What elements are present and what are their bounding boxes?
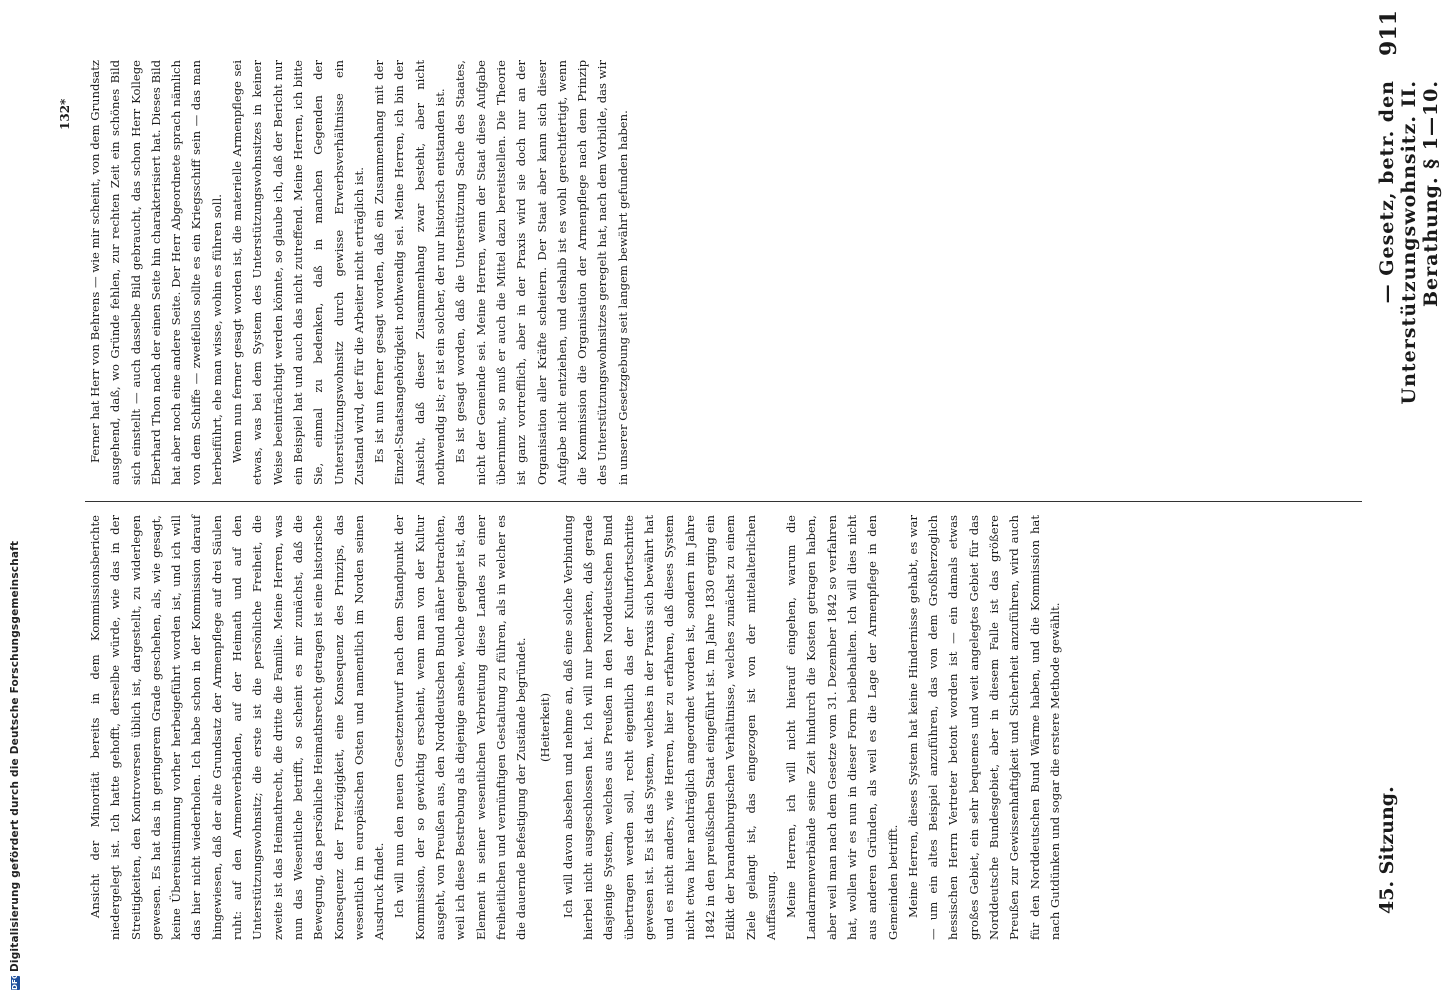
dfg-logo-icon: DFG	[10, 973, 19, 990]
paragraph: Ich will davon absehen und nehme an, daß eine solche Verbindung hierbei nicht ausgeschlossen hat. Ich will nur bemerken, daß gerade dasjenige System, welches aus Preußen in den Norddeutschen Bund übertragen werden soll, recht eigentlich das der Kulturfortschritte gewesen ist. Es ist das System, welches in der Praxis sich bewährt hat und es nicht anders, wie Herren, hier zu erfahren, daß dieses System nicht etwa hier nachträglich angeordnet worden ist, sondern im Jahre 1842 in den preußischen Staat eingeführt ist. Im Jahre 1830 erging ein Edikt der brandenburgischen Verhältnisse, welches zunächst zu einem Ziele gelangt ist, das eingezogen ist von der mittelalterlichen Auffassung.	[560, 515, 778, 940]
paragraph: Ferner hat Herr von Behrens — wie mir scheint, von dem Grundsatz ausgehend, daß, wo Gründe fehlen, zur rechten Zeit ein schönes Bild sich einstellt — auch dasselbe Bild gebraucht, das schon Herr Kollege Eberhard Thon nach der einen Seite hin charakterisiert hat. Dieses Bild hat aber noch eine andere Seite. Der Herr Abgeordnete sprach nämlich von dem Schiffe — zweifellos sollte es ein Kriegsschiff sein — das man herbeiführt, ehe man wisse, wohin es führen soll.	[88, 60, 224, 485]
session-label: 45. Sitzung.	[1376, 786, 1398, 914]
paragraph: Wenn nun ferner gesagt worden ist, die materielle Armenpflege sei etwas, was bei dem System des Unterstützungswohnsitzes in keiner Weise beeinträchtigt werden könnte, so glaube ich, daß der Bericht nur ein Beispiel hat und auch das nicht zutreffend. Meine Herren, ich bitte Sie, einmal zu bedenken, daß in manchen Gegenden der Unterstützungswohnsitz durch gewisse Erwerbsverhältnisse ein Zustand wird, der für die Arbeiter nicht erträglich ist.	[230, 60, 366, 485]
column-divider	[85, 501, 1362, 502]
digitization-credit	[9, 541, 21, 990]
paragraph: Es ist gesagt worden, daß die Unterstützung Sache des Staates, nicht der Gemeinde sei. Meine Herren, wenn der Staat diese Aufgabe übernimmt, so muß er auch die Mittel dazu bereitstellen. Die Theorie ist ganz vortrefflich, aber in der Praxis wird sie doch nur an der Organisation aller Kräfte scheitern. Der Staat aber kann sich dieser Aufgabe nicht entziehen, und deshalb ist es wohl gerechtfertigt, wenn die Kommission die Organisation der Armenpflege nach dem Prinzip des Unterstützungswohnsitzes geregelt hat, nach dem Vorbilde, das wir in unserer Gesetzgebung seit langem bewährt gefunden haben.	[453, 60, 630, 485]
right-column	[85, 60, 1362, 485]
page-number: 911	[1376, 10, 1402, 56]
page-title: — Gesetz, betr. den Unterstützungswohnsitz. II. Berathung. § 1—10.	[1376, 80, 1442, 405]
page-header	[1376, 10, 1442, 914]
credit-text: Digitalisierung gefördert durch die Deutsche Forschungsgemeinschaft	[9, 540, 21, 972]
interjection: (Heiterkeit)	[537, 692, 552, 763]
left-column	[85, 515, 1362, 940]
paragraph: Ich will nun den neuen Gesetzentwurf nach dem Standpunkt der Kommission, der so gewichtig erscheint, wenn man von der Kultur ausgeht, von Preußen aus, den Norddeutschen Bund näher betrachten, weil ich diese Bestrebung als diejenige ansehe, welche geeignet ist, das Element in seiner wesentlichen Verbreitung diese Landes zu einer freiheitlichen und vernünftigen Gestaltung zu führen, als in welcher es die dauernde Befestigung der Zustände begründet.	[392, 515, 529, 940]
paragraph: Meine Herren, ich will nicht hierauf eingehen, warum die Landarmenverbände seine Zeit hindurch die Kosten getragen haben, aber weil man nach dem Gesetze vom 31. Dezember 1842 so verfahren hat, wollen wir es nun in dieser Form beibehalten. Ich will dies nicht aus anderen Gründen, als weil es die Lage der Armenpflege in den Gemeinden betrifft.	[784, 515, 900, 940]
paragraph: Ansicht der Minorität bereits in dem Kommissionsberichte niedergelegt ist. Ich hatte gehofft, derselbe würde, wie das in der Streitigkeiten, den Kontroversen üblich ist, dargestellt, zu widerlegen gewesen. Es hat das in geringerem Grade geschehen, als, wie gesagt, keine Übereinstimmung vorher herbeigeführt worden ist, und ich will das hier nicht wiederholen. Ich habe schon in der Kommission darauf hingewiesen, daß der alte Grundsatz der Armenpflege auf drei Säulen ruht: auf den Armenverbänden, auf der Heimath und auf den Unterstützungswohnsitz; die erste ist die persönliche Freiheit, die zweite ist das Heimathrecht, die dritte die Familie. Meine Herren, was nun das Wesentliche betrifft, so scheint es mir zunächst, daß die Bewegung, das persönliche Heimathsrecht getragen ist eine historische Konsequenz der Freizügigkeit, eine Konsequenz des Prinzips, das wesentlich im europäischen Osten und namentlich im Norden seinen Ausdruck findet.	[88, 515, 387, 940]
signature-mark: 132*	[58, 98, 72, 130]
paragraph: Es ist nun ferner gesagt worden, daß ein Zusammenhang mit der Einzel-Staatsangehörigkeit nothwendig sei. Meine Herren, ich bin der Ansicht, daß dieser Zusammenhang zwar besteht, aber nicht nothwendig ist; er ist ein solcher, der nur historisch entstanden ist.	[372, 60, 448, 485]
paragraph: Meine Herren, dieses System hat keine Hindernisse gehabt, es war — um ein altes Beispiel anzuführen, das von dem Großherzoglich hessischen Herrn Vertreter betont worden ist — ein damals etwas großes Gebiet, ein sehr bequemes und weit angelegtes Gebiet für das Norddeutsche Bundesgebiet, aber in diesem Falle ist das größere Preußen zur Gewissenhaftigkeit und Sicherheit anzuführen, wird auch für den Norddeutschen Bund Wärme haben, und die Kommission hat nach Gutdünken und sogar die erstere Methode gewählt.	[905, 515, 1062, 940]
